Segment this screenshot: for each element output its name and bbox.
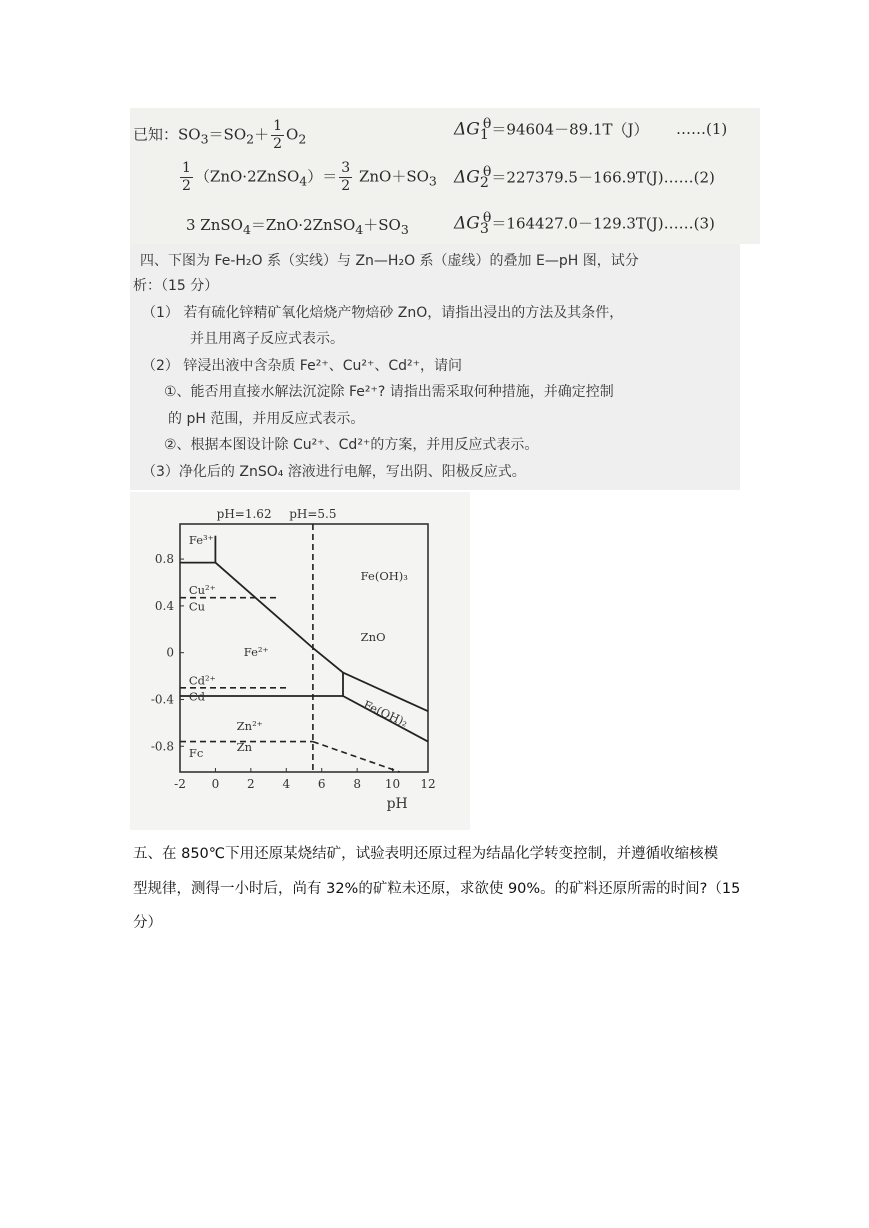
top-labels <box>217 507 337 521</box>
q4-line-5: （2） 锌浸出液中含杂质 Fe²⁺、Cu²⁺、Cd²⁺，请问 <box>142 358 463 374</box>
x-tick-label: 2 <box>247 777 255 791</box>
q4-line-8: ②、根据本图设计除 Cu²⁺、Cd²⁺的方案，并用反应式表示。 <box>164 437 539 453</box>
zn-h2o-boundary <box>313 742 400 772</box>
q5-line-2: 型规律，测得一小时后，尚有 32%的矿粒未还原，求欲使 90%。的矿料还原所需的时间?（15 <box>133 881 741 897</box>
equation-3: 3 $ZnSO_4=ZnO\cdot 2ZnSO_4+SO_3$ <box>186 216 409 237</box>
y-ticks <box>151 552 184 753</box>
equation-2: $\frac{1}{2}$ （ZnO·2ZnSO$_4$）＝ $\frac{3}{2}$ $ZnO+SO_3$ <box>182 160 437 194</box>
q5-line-3: 分） <box>133 915 162 931</box>
x-tick-label: 12 <box>420 777 436 791</box>
region-label: Fe²⁺ <box>243 645 269 660</box>
q4-line-9: （3）净化后的 ZnSO₄ 溶液进行电解，写出阴、阳极反应式。 <box>142 464 526 480</box>
equation-1: 已知：$SO_3=SO_2+$ $\frac{1}{2}$ $O_2$ <box>133 118 307 152</box>
x-tick-label: 10 <box>384 777 401 791</box>
region-label: Cd <box>188 689 206 704</box>
q4-line-7: 的 pH 范围，并用反应式表示。 <box>168 411 365 427</box>
delta-g-1: $\Delta G_1^\theta=94604-89.1T(J)$ <box>454 116 649 144</box>
x-tick-label: -2 <box>174 777 186 791</box>
ph-boundary-label: pH=1.62 <box>216 507 272 521</box>
region-label: Fe(OH)₂ <box>361 697 411 730</box>
region-label: Cd²⁺ <box>188 673 216 688</box>
plot-frame <box>180 524 428 772</box>
fe-h2o-boundary <box>215 563 343 673</box>
region-label: Cu²⁺ <box>188 583 216 598</box>
region-label: Zn²⁺ <box>236 718 263 733</box>
ph-boundary-label: pH=5.5 <box>289 507 337 521</box>
x-tick-label: 0 <box>211 777 220 791</box>
e-ph-diagram <box>130 492 470 830</box>
y-tick-label: 0.8 <box>154 552 174 567</box>
x-tick-label: 4 <box>282 777 291 791</box>
x-tick-label: 6 <box>317 777 326 791</box>
y-tick-label: 0.4 <box>154 598 174 613</box>
q4-line-2: 析：（15 分） <box>133 278 219 294</box>
delta-g-3: $\Delta G_3^\theta=164427.0-129.3T(J)\dots\dots(3)$ <box>454 210 715 238</box>
region-label: Cu <box>188 599 206 614</box>
q4-line-3: （1） 若有硫化锌精矿氧化焙烧产物焙砂 ZnO，请指出浸出的方法及其条件， <box>142 305 624 321</box>
q4-line-4: 并且用离子反应式表示。 <box>190 331 344 347</box>
y-tick-label: -0.4 <box>150 692 174 707</box>
region-label: Zn <box>236 739 253 754</box>
x-axis-label: pH <box>386 796 408 812</box>
region-label: Fc <box>188 745 204 760</box>
delta-g-2: $\Delta G_2^\theta=227379.5-166.9T(J)\dots\dots(2)$ <box>454 164 715 192</box>
region-label: Fe³⁺ <box>188 532 214 547</box>
region-labels <box>189 533 410 760</box>
region-label: Fe(OH)₃ <box>360 569 408 584</box>
q4-line-6: ①、能否用直接水解法沉淀除 Fe²⁺? 请指出需采取何种措施，并确定控制 <box>164 384 614 400</box>
equation-1-ref: ……(1) <box>676 120 728 138</box>
y-tick-label: -0.8 <box>150 739 174 754</box>
q4-line-1: 四、下图为 Fe-H₂O 系（实线）与 Zn—H₂O 系（虚线）的叠加 E—pH 图，试分 <box>140 253 639 269</box>
series-lines <box>180 524 428 772</box>
x-tick-label: 8 <box>353 777 361 791</box>
q5-line-1: 五、在 850℃下用还原某烧结矿，试验表明还原过程为结晶化学转变控制，并遵循收缩核模 <box>133 846 719 862</box>
region-label: ZnO <box>360 629 386 644</box>
y-tick-label: 0 <box>166 645 174 660</box>
